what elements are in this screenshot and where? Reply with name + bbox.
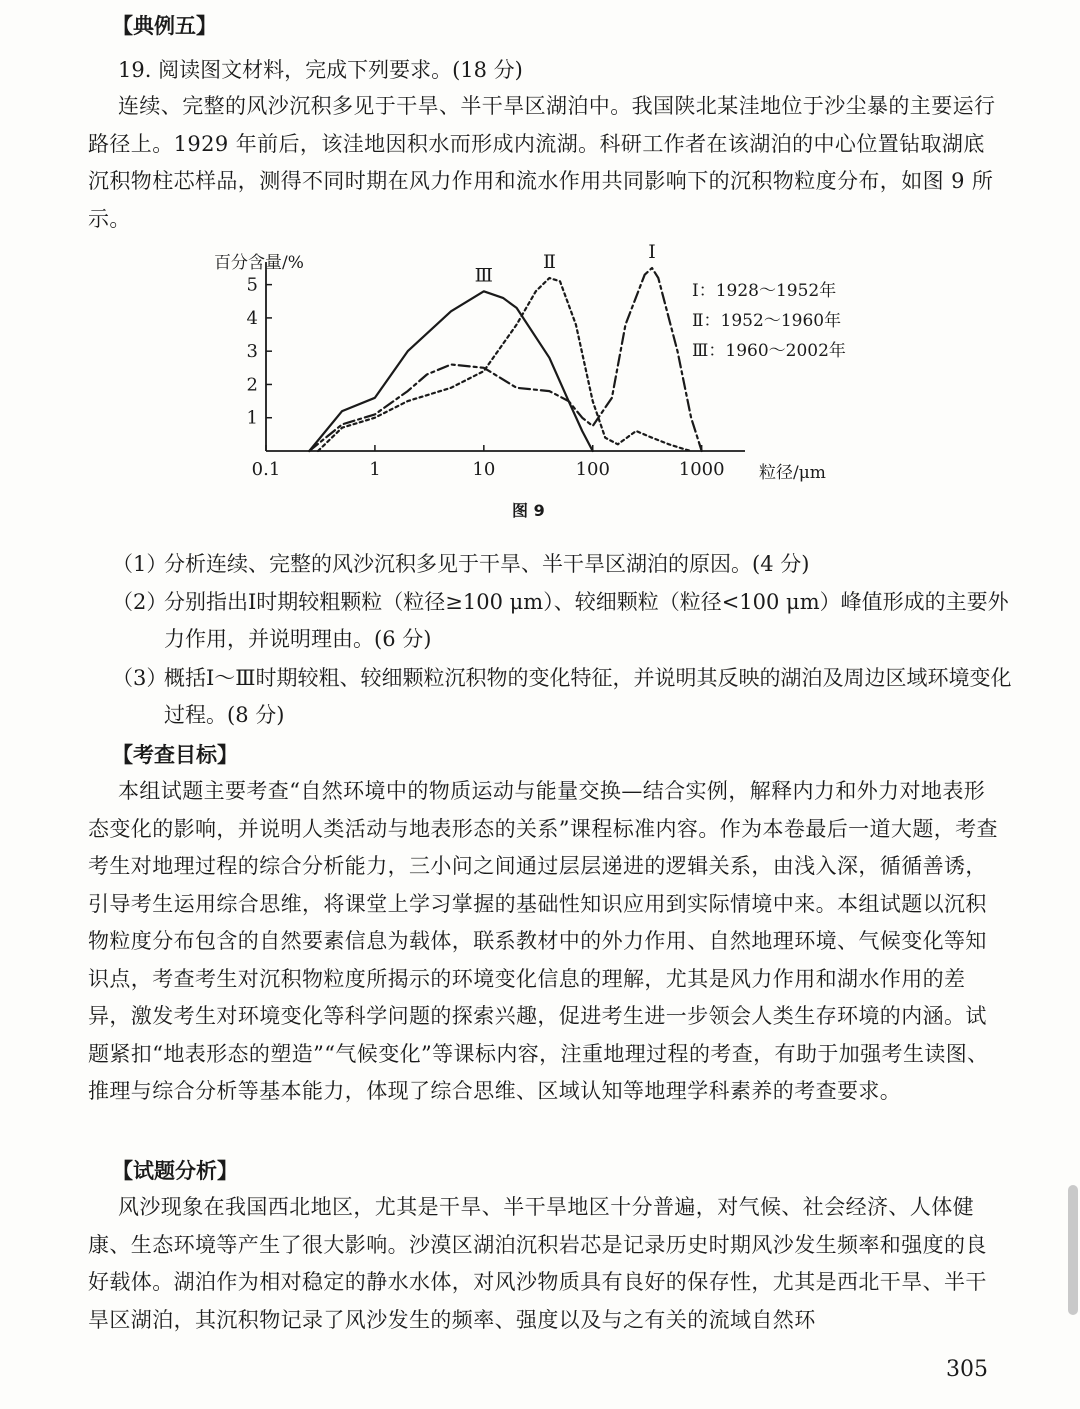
x-tick-label: 1 bbox=[369, 459, 381, 480]
question-title: 19. 阅读图文材料，完成下列要求。(18 分) bbox=[118, 58, 523, 82]
sub-question-1 bbox=[112, 546, 1012, 583]
scrollbar-thumb[interactable] bbox=[1068, 1185, 1078, 1315]
objectives-heading: 【考查目标】 bbox=[112, 743, 238, 767]
sub-question-text: 概括Ⅰ～Ⅲ时期较粗、较细颗粒沉积物的变化特征，并说明其反映的湖泊及周边区域环境变化过程。(8 分) bbox=[164, 666, 1012, 727]
sub-question-text: 分析连续、完整的风沙沉积多见于干旱、半干旱区湖泊的原因。(4 分) bbox=[164, 552, 810, 576]
analysis-heading: 【试题分析】 bbox=[112, 1159, 238, 1183]
objectives-text: 本组试题主要考查“自然环境中的物质运动与能量交换—结合实例，解释内力和外力对地表形态变化的影响，并说明人类活动与地表形态的关系”课程标准内容。作为本卷最后一道大题，考查考生对地理过程的综合分析能力，三小问之间通过层层递进的逻辑关系，由浅入深，循循善诱，引导考生运用综合思维，将课堂上学习掌握的基础性知识应用到实际情境中来。本组试题以沉积物粒度分布包含的自然要素信息为载体，联系教材中的外力作用、自然地理环境、气候变化等知识点，考查考生对沉积物粒度所揭示的环境变化信息的理解，尤其是风力作用和湖水作用的差异，激发考生对环境变化等科学问题的探索兴趣，促进考生进一步领会人类生存环境的内涵。试题紧扣“地表形态的塑造”“气候变化”等课标内容，注重地理过程的考查，有助于加强考生读图、推理与综合分析等基本能力，体现了综合思维、区域认知等地理学科素养的考查要求。 bbox=[88, 779, 998, 1103]
series-line-Ⅲ bbox=[309, 291, 592, 451]
y-tick-label: 4 bbox=[246, 307, 258, 329]
figure-caption: 图 9 bbox=[512, 501, 545, 520]
x-tick-label: 100 bbox=[575, 459, 610, 480]
question-material: 连续、完整的风沙沉积多见于干旱、半干旱区湖泊中。我国陕北某洼地位于沙尘暴的主要运行路径上。1929 年前后，该洼地因积水而形成内流湖。科研工作者在该湖泊的中心位置钻取湖底沉积物柱芯样品，测得不同时期在风力作用和流水作用共同影响下的沉积物粒度分布，如图 9 所示。 bbox=[88, 94, 996, 231]
sub-question-number: （2） bbox=[112, 590, 168, 614]
series-peak-label: Ⅱ bbox=[542, 250, 556, 273]
y-tick-label: 5 bbox=[246, 274, 258, 296]
legend-entry: Ⅱ：1952～1960年 bbox=[692, 311, 842, 331]
sub-question-3 bbox=[112, 660, 1012, 734]
series-line-Ⅱ bbox=[318, 278, 691, 451]
sub-question-2 bbox=[112, 584, 1012, 658]
series-peak-label: Ⅰ bbox=[648, 241, 656, 263]
y-tick-label: 3 bbox=[246, 341, 258, 363]
y-axis-label: 百分含量/% bbox=[214, 253, 304, 273]
series-line-Ⅰ bbox=[309, 268, 701, 451]
series-peak-label: Ⅲ bbox=[474, 264, 493, 287]
legend-entry: Ⅲ：1960～2002年 bbox=[692, 341, 846, 361]
legend-entry: Ⅰ：1928～1952年 bbox=[692, 281, 837, 301]
x-axis-label: 粒径/μm bbox=[759, 463, 826, 483]
grain-size-chart bbox=[200, 241, 846, 536]
sub-question-number: （3） bbox=[112, 666, 168, 690]
y-tick-label: 1 bbox=[246, 407, 258, 429]
sub-question-text: 分别指出Ⅰ时期较粗颗粒（粒径≥100 μm）、较细颗粒（粒径<100 μm）峰值形成的主要外力作用，并说明理由。(6 分) bbox=[164, 590, 1009, 651]
analysis-text: 风沙现象在我国西北地区，尤其是干旱、半干旱地区十分普遍，对气候、社会经济、人体健康、生态环境等产生了很大影响。沙漠区湖泊沉积岩芯是记录历史时期风沙发生频率和强度的良好载体。湖泊作为相对稳定的静水水体，对风沙物质具有良好的保存性，尤其是西北干旱、半干旱区湖泊，其沉积物记录了风沙发生的频率、强度以及与之有关的流域自然环 bbox=[88, 1195, 987, 1332]
y-tick-label: 2 bbox=[246, 374, 258, 396]
x-tick-label: 0.1 bbox=[251, 459, 281, 480]
example-heading: 【典例五】 bbox=[112, 14, 217, 38]
x-tick-label: 1000 bbox=[678, 459, 725, 480]
page-number: 305 bbox=[946, 1357, 988, 1382]
sub-question-number: （1） bbox=[112, 552, 168, 576]
x-tick-label: 10 bbox=[472, 459, 496, 480]
